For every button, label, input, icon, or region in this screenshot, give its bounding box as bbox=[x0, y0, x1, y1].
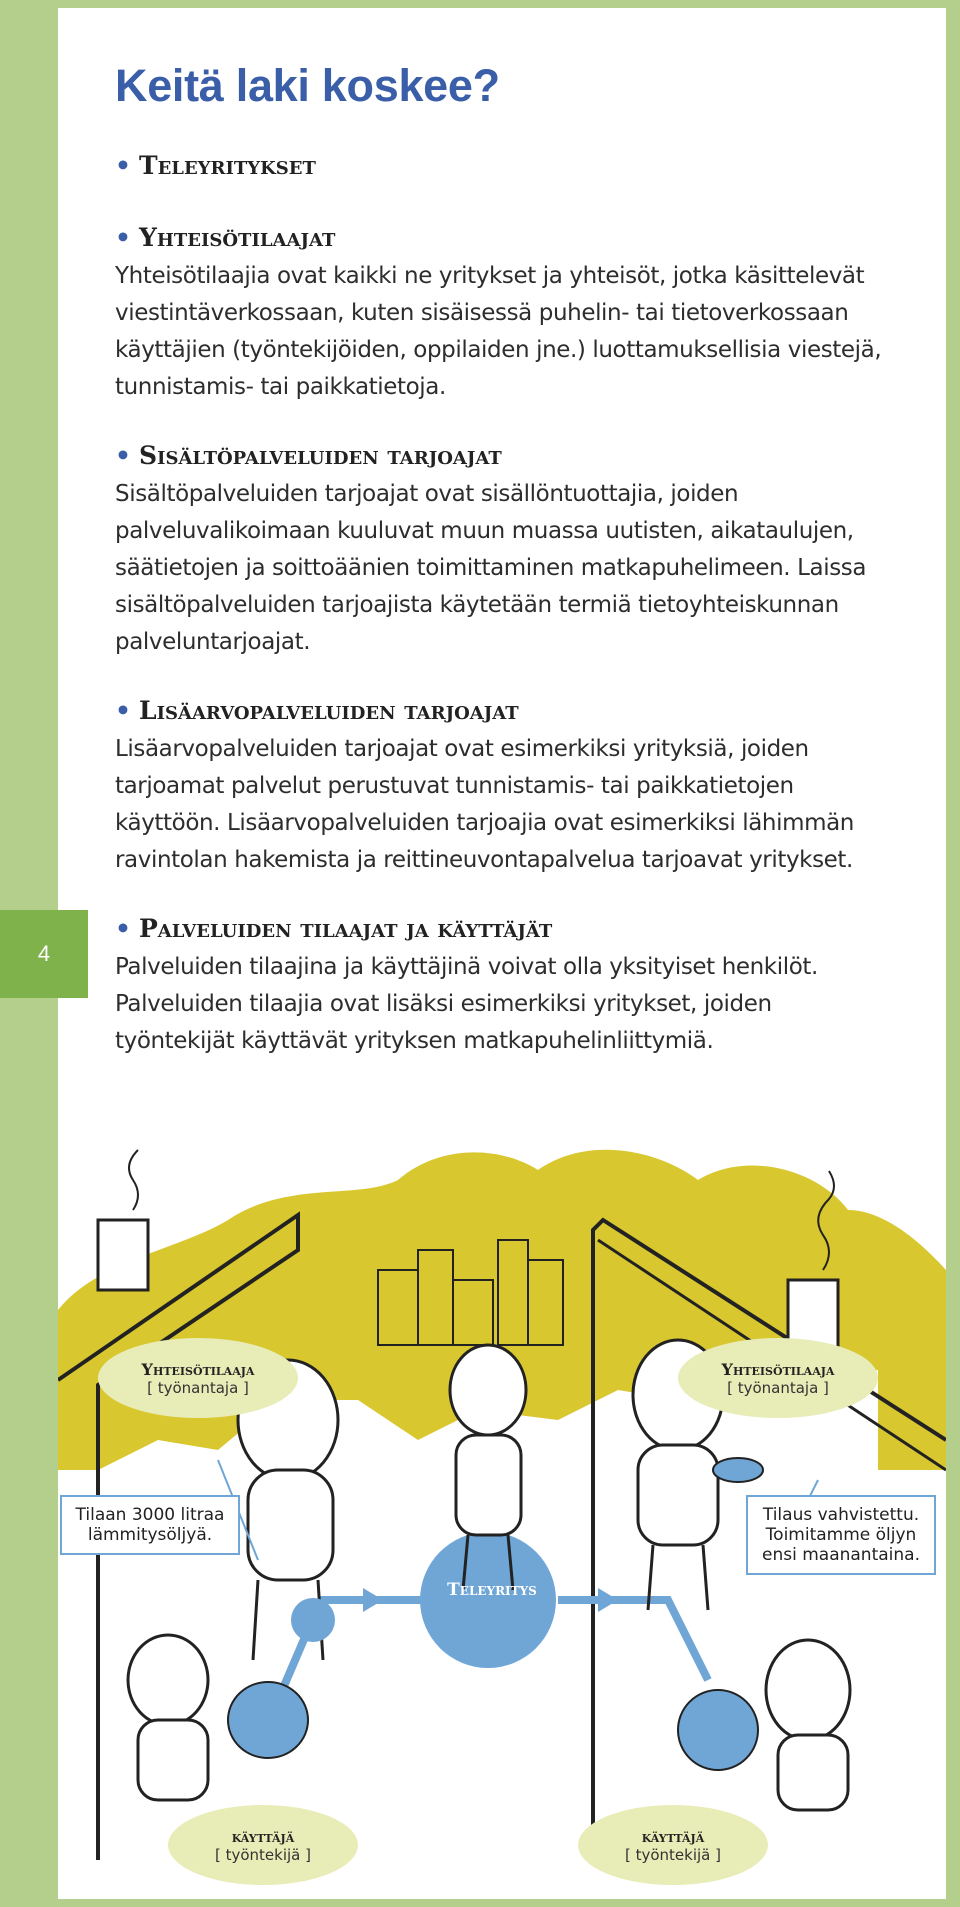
illustration bbox=[58, 1140, 946, 1899]
section-heading-text: Sisältöpalveluiden tarjoajat bbox=[138, 441, 502, 470]
label-title: Yhteisötilaaja bbox=[721, 1359, 835, 1379]
section-body: Palveluiden tilaajina ja käyttäjinä voivat olla yksityiset henkilöt. Palveluiden tilaajia ovat lisäksi esimerkiksi yritykset, joiden työntekijät käyttävät yrityksen matkapuhelinliittymiä. bbox=[115, 954, 818, 1054]
section-heading bbox=[115, 440, 895, 472]
section-sisaltopalvelut bbox=[115, 440, 895, 661]
label-title: Yhteisötilaaja bbox=[141, 1359, 255, 1379]
label-subtitle: [ työntekijä ] bbox=[214, 1845, 311, 1864]
speech-bubble-right: Tilaus vahvistettu. Toimitamme öljyn ensi maanantaina. bbox=[746, 1495, 936, 1575]
section-heading-text: Teleyritykset bbox=[138, 151, 316, 180]
left-connector bbox=[291, 1598, 335, 1642]
speech-bubble-left: Tilaan 3000 litraa lämmitysöljyä. bbox=[60, 1495, 240, 1555]
computer-icon bbox=[678, 1690, 758, 1770]
hub-label: Teleyritys bbox=[447, 1580, 537, 1600]
label-left-user bbox=[168, 1805, 358, 1885]
page-number: 4 bbox=[37, 941, 51, 966]
section-heading-text: Lisäarvopalveluiden tarjoajat bbox=[138, 696, 519, 725]
computer-icon bbox=[228, 1682, 308, 1758]
bullet-icon: • bbox=[115, 441, 131, 470]
label-subtitle: [ työnantaja ] bbox=[147, 1378, 249, 1397]
section-yhteisotilaajat bbox=[115, 222, 895, 406]
label-title: käyttäjä bbox=[231, 1826, 295, 1846]
label-subtitle: [ työnantaja ] bbox=[727, 1378, 829, 1397]
smoke-icon bbox=[129, 1150, 138, 1210]
section-heading bbox=[115, 222, 895, 254]
section-heading bbox=[115, 150, 895, 182]
section-heading-text: Yhteisötilaajat bbox=[138, 223, 336, 252]
label-right-employer bbox=[678, 1338, 878, 1418]
section-lisaarvopalvelut bbox=[115, 695, 895, 879]
section-heading bbox=[115, 913, 895, 945]
label-title: käyttäjä bbox=[641, 1826, 705, 1846]
left-user-figure bbox=[128, 1635, 208, 1800]
bullet-icon: • bbox=[115, 151, 131, 180]
label-left-employer bbox=[98, 1338, 298, 1418]
label-right-user bbox=[578, 1805, 768, 1885]
right-user-figure bbox=[766, 1640, 850, 1810]
hub-circle bbox=[420, 1532, 556, 1668]
section-body: Sisältöpalveluiden tarjoajat ovat sisällöntuottajia, joiden palveluvalikoimaan kuuluvat muun muassa uutisten, aikataulujen, säätietojen ja soittoäänien toimittaminen matkapuhelimeen. Laissa sisältöpalveluiden tarjoajista käytetään termiä tietoyhteiskunnan palveluntarjoajat. bbox=[115, 481, 867, 655]
left-chimney bbox=[98, 1220, 148, 1290]
page-number-tab bbox=[0, 910, 88, 998]
section-heading-text: Palveluiden tilaajat ja käyttäjät bbox=[138, 914, 553, 943]
page-title: Keitä laki koskee? bbox=[115, 60, 500, 111]
section-teleyritykset bbox=[115, 150, 895, 182]
arrow-icon bbox=[598, 1588, 618, 1612]
section-tilaajat-kayttajat bbox=[115, 913, 895, 1060]
bullet-icon: • bbox=[115, 696, 131, 725]
arrow-icon bbox=[363, 1588, 383, 1612]
section-heading bbox=[115, 695, 895, 727]
label-subtitle: [ työntekijä ] bbox=[624, 1845, 721, 1864]
connection-line bbox=[558, 1600, 708, 1680]
device-icon bbox=[713, 1458, 763, 1482]
section-body: Yhteisötilaajia ovat kaikki ne yritykset ja yhteisöt, jotka käsittelevät viestintäverkossaan, kuten sisäisessä puhelin- tai tietoverkossaan käyttäjien (työntekijöiden, oppilaiden jne.) luottamuksellisia viestejä, tunnistamis- tai paikkatietoja. bbox=[115, 263, 882, 400]
main-content bbox=[115, 60, 895, 1094]
bullet-icon: • bbox=[115, 223, 131, 252]
section-body: Lisäarvopalveluiden tarjoajat ovat esimerkiksi yrityksiä, joiden tarjoamat palvelut perustuvat tunnistamis- tai paikkatietojen käyttöön. Lisäarvopalveluiden tarjoajia ovat esimerkiksi lähimmän ravintolan hakemista ja reittineuvontapalvelua tarjoavat yritykset. bbox=[115, 736, 854, 873]
bullet-icon: • bbox=[115, 914, 131, 943]
